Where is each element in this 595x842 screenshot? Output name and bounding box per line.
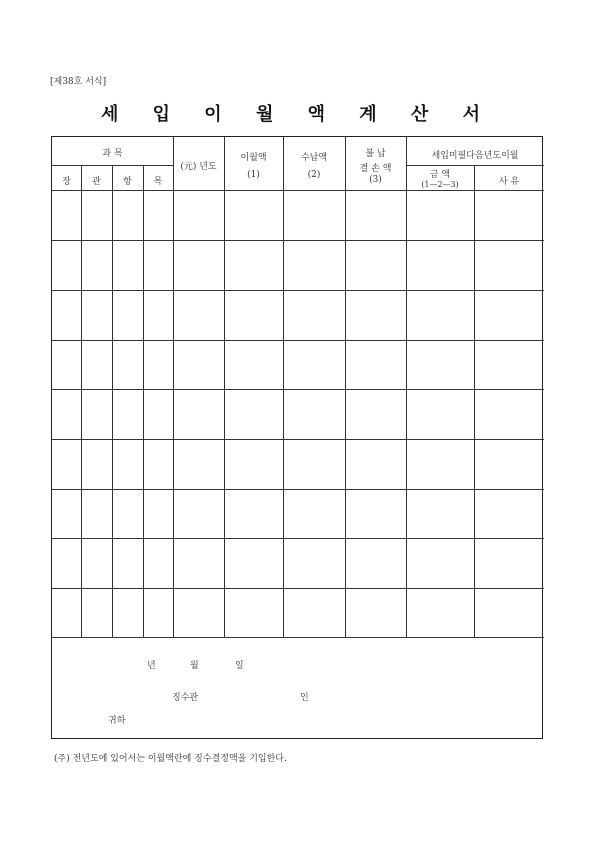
header-next-year: 세입미필다음년도이월: [431, 151, 519, 161]
divider: [52, 588, 544, 589]
divider: [52, 290, 544, 291]
divider: [52, 637, 544, 638]
page-title: 세 입 이 월 액 계 산 서: [101, 104, 494, 125]
form-number: [제38호 서식]: [50, 77, 107, 87]
header-received-number: (2): [307, 170, 321, 180]
header-carryover-number: (1): [247, 170, 260, 180]
divider: [474, 165, 475, 637]
divider: [52, 439, 544, 440]
divider: [52, 538, 544, 539]
divider: [112, 165, 113, 637]
header-reason: 사 유: [498, 177, 520, 187]
divider: [52, 340, 544, 341]
seal-label: 인: [300, 693, 309, 703]
divider: [143, 165, 144, 637]
calculation-table: [51, 136, 543, 739]
header-unpaid-line2: 결 손 액: [359, 164, 392, 174]
divider: [52, 240, 544, 241]
divider: [283, 137, 284, 637]
recipient-label: 귀하: [108, 716, 126, 726]
header-received: 수납액: [300, 153, 328, 163]
header-mok: 목: [153, 177, 163, 187]
header-unpaid-line1: 불 납: [365, 149, 386, 159]
header-year: (元) 년도: [180, 162, 217, 172]
divider: [173, 137, 174, 637]
divider: [52, 489, 544, 490]
header-gwamok: 과 목: [102, 149, 123, 159]
divider: [224, 137, 225, 637]
header-gwan: 관: [92, 177, 101, 187]
divider: [52, 389, 544, 390]
divider: [345, 137, 346, 637]
date-day-label: 일: [235, 661, 244, 671]
header-formula: (1—2—3): [421, 180, 459, 189]
divider: [406, 137, 407, 637]
header-unpaid-number: (3): [369, 175, 382, 185]
footnote: (주) 전년도에 있어서는 이월액란에 징수결정액을 기입한다.: [54, 754, 287, 764]
header-jang: 장: [62, 177, 71, 187]
divider: [406, 165, 544, 166]
header-carryover: 이월액: [240, 153, 267, 163]
divider: [81, 165, 82, 637]
date-year-label: 년: [147, 661, 156, 671]
date-month-label: 월: [190, 661, 199, 671]
collector-label: 징수관: [172, 693, 199, 703]
divider: [52, 190, 544, 191]
header-amount: 금 액: [429, 170, 451, 180]
header-hang: 항: [123, 177, 132, 187]
